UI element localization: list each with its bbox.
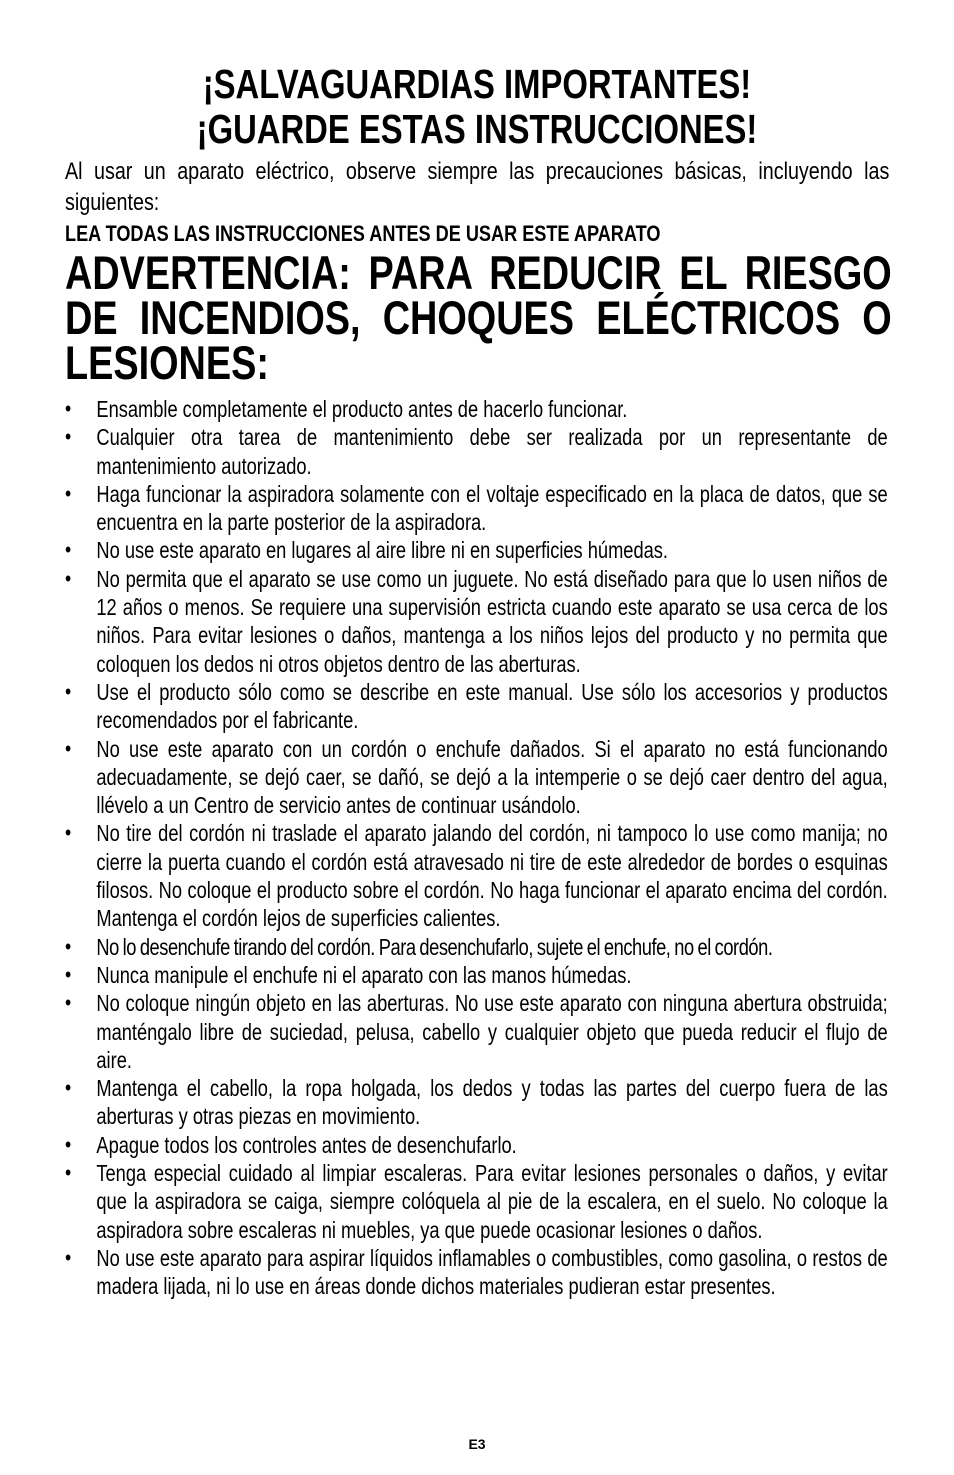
list-item-text: No tire del cordón ni traslade el aparato jalando del cordón, ni tampoco lo use como manija; no cierre la puerta cuando el cordón está atravesado ni tire de este alrededor de bordes o esquinas filosos. No coloque el producto sobre el cordón. No haga funcionar el aparato encima del cordón. Mantenga el cordón lejos de superficies calientes.: [96, 820, 888, 932]
list-item: [65, 819, 888, 932]
heading-line-2: ¡GUARDE ESTAS INSTRUCCIONES!: [196, 106, 758, 152]
heading-line-1: ¡SALVAGUARDIAS IMPORTANTES!: [202, 61, 752, 107]
bullet-icon: •: [65, 565, 72, 591]
bullet-icon: •: [65, 1131, 72, 1157]
page-heading: [143, 62, 810, 152]
bullet-icon: •: [65, 396, 72, 421]
list-item-text: No use este aparato con un cordón o enchufe dañados. Si el aparato no está funcionando adecuadamente, se dejó caer, se dañó, se dejó a la intemperie o se dejó caer dentro del agua, llévelo a un Centro de servicio antes de continuar usándolo.: [96, 735, 888, 819]
list-item: [65, 395, 888, 423]
list-item: [65, 536, 888, 564]
list-item: [65, 989, 888, 1074]
bullet-icon: •: [65, 933, 72, 959]
list-item-text: Apague todos los controles antes de desenchufarlo.: [96, 1131, 517, 1158]
read-instructions-notice: LEA TODAS LAS INSTRUCCIONES ANTES DE USAR ESTE APARATO: [65, 221, 661, 246]
list-item: [65, 480, 888, 537]
list-item: [65, 1074, 888, 1131]
list-item-text: No use este aparato para aspirar líquidos inflamables o combustibles, como gasolina, o restos de madera lijada, ni lo use en áreas donde dichos materiales pudieran estar presentes.: [96, 1244, 888, 1300]
list-item-text: Tenga especial cuidado al limpiar escaleras. Para evitar lesiones personales o daños, y evitar que la aspiradora se caiga, siempre colóquela al pie de la escalera, en el suelo. No coloque la aspiradora sobre escaleras ni muebles, ya que puede ocasionar lesiones o daños.: [96, 1160, 888, 1243]
list-item-text: No permita que el aparato se use como un juguete. No está diseñado para que lo usen niños de 12 años o menos. Se requiere una supervisión estricta cuando este aparato se usa cerca de los niños. Para evitar lesiones o daños, mantenga a los niños lejos del producto y no permita que coloquen los dedos ni otros objetos dentro de las aberturas.: [96, 565, 888, 677]
list-item-text: Ensamble completamente el producto antes de hacerlo funcionar.: [96, 396, 628, 422]
bullet-icon: •: [65, 820, 72, 846]
list-item: [65, 565, 888, 678]
list-item: [65, 678, 888, 735]
list-item-text: Mantenga el cabello, la ropa holgada, los dedos y todas las partes del cuerpo fuera de las aberturas y otras piezas en movimiento.: [96, 1075, 888, 1130]
bullet-icon: •: [65, 537, 72, 563]
bullet-icon: •: [65, 990, 72, 1016]
list-item: [65, 933, 888, 961]
list-item: [65, 735, 888, 820]
bullet-icon: •: [65, 1244, 72, 1270]
list-item: [65, 423, 888, 480]
list-item: [65, 1131, 888, 1159]
bullet-icon: •: [65, 1160, 72, 1186]
list-item-text: Haga funcionar la aspiradora solamente con el voltaje especificado en la placa de datos, que se encuentra en la parte posterior de la aspiradora.: [96, 480, 888, 536]
bullet-icon: •: [65, 961, 72, 987]
bullet-icon: •: [65, 1075, 72, 1101]
bullet-icon: •: [65, 424, 72, 450]
list-item-text: No use este aparato en lugares al aire libre ni en superficies húmedas.: [96, 537, 668, 564]
list-item: [65, 961, 888, 989]
bullet-icon: •: [65, 735, 72, 761]
list-item-text: Nunca manipule el enchufe ni el aparato con las manos húmedas.: [96, 961, 632, 988]
list-item-text: Use el producto sólo como se describe en este manual. Use sólo los accesorios y productos recomendados por el fabricante.: [96, 678, 888, 734]
list-item: [65, 1159, 888, 1244]
warning-heading: ADVERTENCIA: PARA REDUCIR EL RIESGO DE INCENDIOS, CHOQUES ELÉCTRICOS O LESIONES:: [65, 246, 892, 389]
bullet-icon: •: [65, 678, 72, 704]
bullet-icon: •: [65, 480, 72, 506]
list-item-text: No coloque ningún objeto en las aberturas. No use este aparato con ninguna abertura obstruida; manténgalo libre de suciedad, pelusa, cabello y cualquier objeto que pueda reducir el flujo de aire.: [96, 990, 888, 1073]
intro-paragraph: Al usar un aparato eléctrico, observe siempre las precauciones básicas, incluyendo las siguientes:: [65, 158, 890, 216]
list-item-text: No lo desenchufe tirando del cordón. Para desenchufarlo, sujete el enchufe, no el cordón.: [96, 933, 773, 960]
safety-list: [65, 395, 888, 1301]
list-item-text: Cualquier otra tarea de mantenimiento debe ser realizada por un representante de mantenimiento autorizado.: [96, 424, 888, 479]
list-item: [65, 1244, 888, 1301]
page-number: E3: [468, 1436, 486, 1452]
